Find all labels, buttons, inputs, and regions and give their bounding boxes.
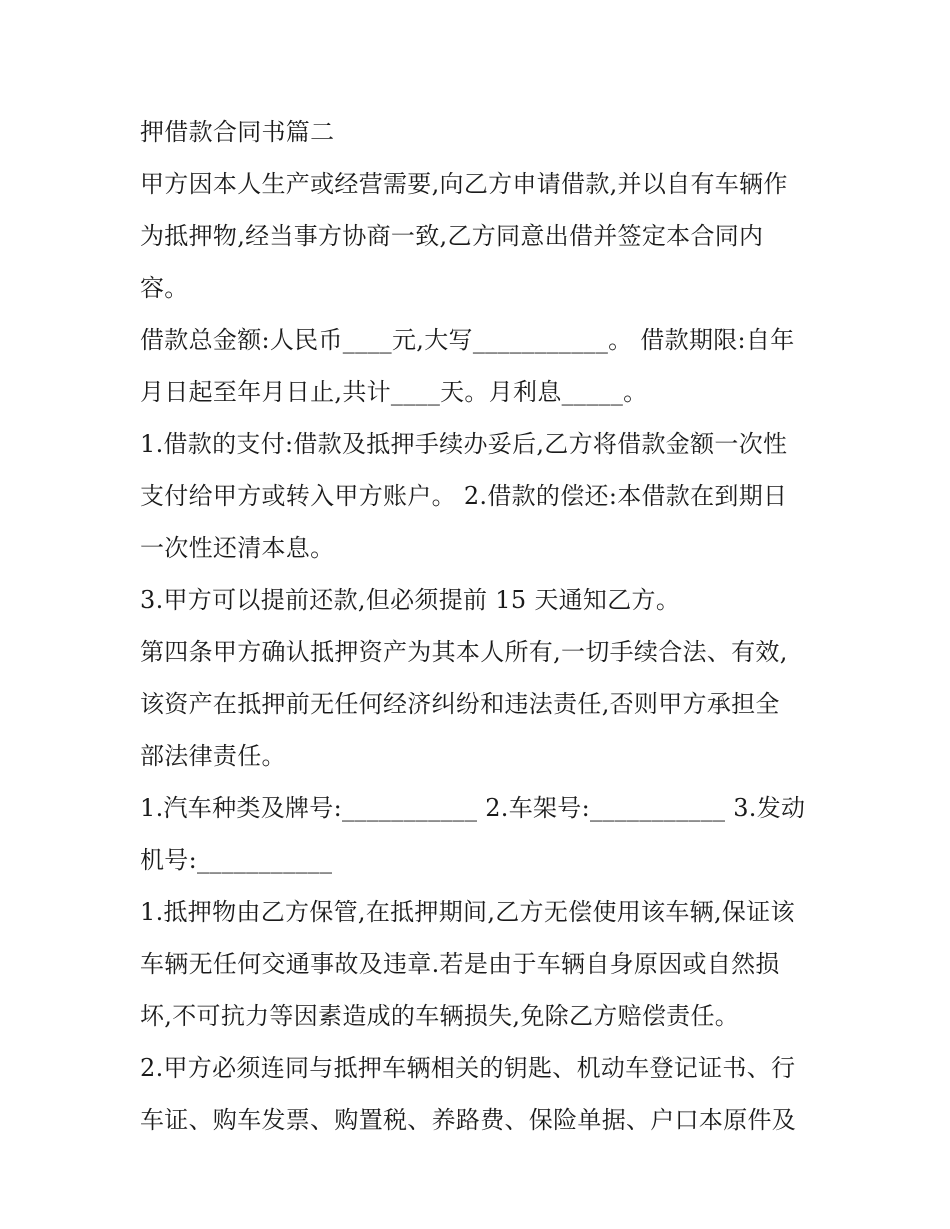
text-line: 月日起至年月日止,共计____天。月利息_____。 — [140, 378, 648, 406]
document-body — [140, 106, 820, 1146]
text-line: 借款总金额:人民币____元,大写___________。 借款期限:自年 — [140, 326, 795, 354]
text-line: 甲方因本人生产或经营需要,向乙方申请借款,并以自有车辆作 — [140, 170, 788, 198]
text-line: 1.抵押物由乙方保管,在抵押期间,乙方无偿使用该车辆,保证该 — [140, 898, 795, 926]
text-line: 车证、购车发票、购置税、养路费、保险单据、户口本原件及 — [140, 1106, 797, 1134]
text-line: 一次性还清本息。 — [140, 534, 335, 562]
text-line: 3.甲方可以提前还款,但必须提前 15 天通知乙方。 — [140, 586, 681, 614]
text-line: 2.甲方必须连同与抵押车辆相关的钥匙、机动车登记证书、行 — [140, 1054, 796, 1082]
text-line: 支付给甲方或转入甲方账户。 2.借款的偿还:本借款在到期日 — [140, 482, 788, 510]
text-line: 该资产在抵押前无任何经济纠纷和违法责任,否则甲方承担全 — [140, 690, 780, 718]
text-line: 1.汽车种类及牌号:___________ 2.车架号:___________ 3.发动 — [140, 794, 806, 822]
text-line: 1.借款的支付:借款及抵押手续办妥后,乙方将借款金额一次性 — [140, 430, 788, 458]
text-line: 第四条甲方确认抵押资产为其本人所有,一切手续合法、有效, — [140, 638, 788, 666]
text-line: 坏,不可抗力等因素造成的车辆损失,免除乙方赔偿责任。 — [140, 1002, 740, 1030]
text-line: 机号:___________ — [140, 846, 333, 874]
text-line: 为抵押物,经当事方协商一致,乙方同意出借并签定本合同内 — [140, 222, 764, 250]
document-title: 押借款合同书篇二 — [140, 118, 335, 146]
text-line: 车辆无任何交通事故及违章.若是由于车辆自身原因或自然损 — [140, 950, 780, 978]
text-line: 容。 — [140, 274, 189, 302]
text-line: 部法律责任。 — [140, 742, 286, 770]
